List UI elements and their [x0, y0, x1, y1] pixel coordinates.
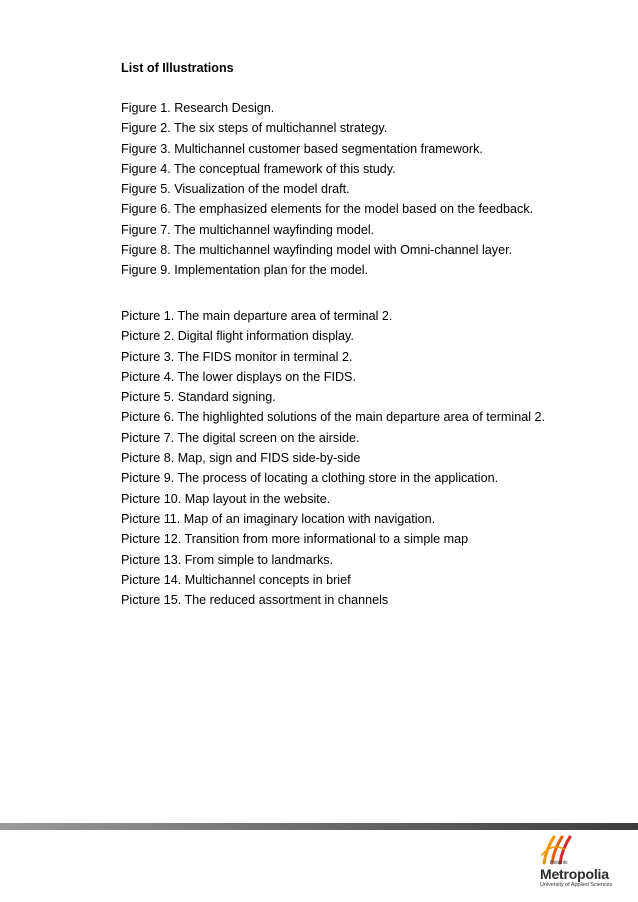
- list-item: Picture 6. The highlighted solutions of the main departure area of terminal 2.: [121, 410, 546, 425]
- list-item: Picture 5. Standard signing.: [121, 390, 276, 405]
- list-item: Figure 4. The conceptual framework of this study.: [121, 161, 396, 176]
- list-item: Figure 3. Multichannel customer based segmentation framework.: [121, 141, 483, 156]
- list-item: Figure 8. The multichannel wayfinding model with Omni-channel layer.: [121, 243, 513, 258]
- list-item: Picture 11. Map of an imaginary location with navigation.: [121, 511, 436, 526]
- list-item: Picture 1. The main departure area of terminal 2.: [121, 309, 393, 323]
- list-item: Picture 14. Multichannel concepts in brief: [121, 572, 351, 587]
- logo-name-text: Metropolia: [540, 866, 609, 882]
- page-heading: List of Illustrations: [121, 61, 234, 75]
- list-item: Picture 13. From simple to landmarks.: [121, 552, 334, 567]
- footer-bar: [0, 823, 638, 830]
- logo-city-text: Helsinki: [550, 860, 568, 866]
- list-item: Picture 15. The reduced assortment in channels: [121, 593, 389, 608]
- list-item: Picture 4. The lower displays on the FIDS.: [121, 369, 356, 384]
- list-item: Picture 8. Map, sign and FIDS side-by-side: [121, 451, 361, 466]
- list-item: Picture 10. Map layout in the website.: [121, 491, 331, 506]
- metropolia-logo: [528, 833, 628, 891]
- pictures-list: [121, 306, 545, 610]
- list-item: Figure 2. The six steps of multichannel strategy.: [121, 121, 388, 136]
- list-item: Figure 5. Visualization of the model draft.: [121, 182, 350, 197]
- list-item: Picture 7. The digital screen on the airside.: [121, 430, 360, 445]
- list-item: Figure 7. The multichannel wayfinding model.: [121, 222, 375, 237]
- list-item: Figure 6. The emphasized elements for the model based on the feedback.: [121, 202, 534, 217]
- figures-list: [121, 98, 533, 281]
- list-item: Figure 1. Research Design.: [121, 101, 275, 115]
- list-item: Picture 12. Transition from more informational to a simple map: [121, 532, 469, 547]
- list-item: Picture 3. The FIDS monitor in terminal 2.: [121, 349, 353, 364]
- logo-subtitle-text: University of Applied Sciences: [540, 882, 613, 888]
- list-item: Picture 9. The process of locating a clothing store in the application.: [121, 471, 499, 486]
- list-item: Picture 2. Digital flight information display.: [121, 329, 354, 344]
- list-item: Figure 9. Implementation plan for the model.: [121, 263, 369, 278]
